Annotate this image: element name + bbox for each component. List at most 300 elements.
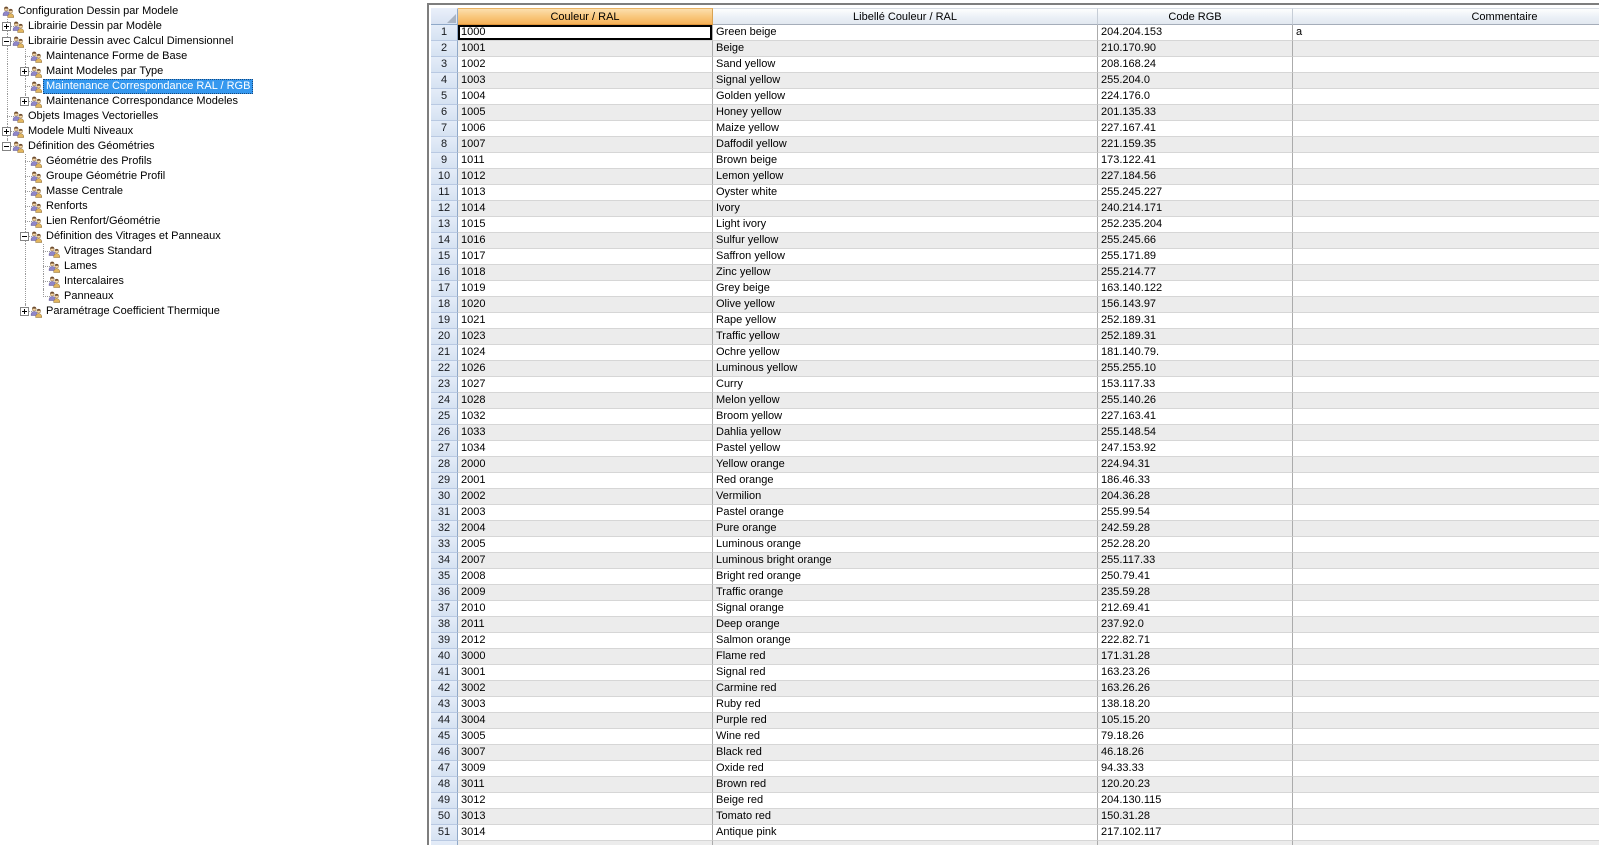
row-number-cell[interactable]: 23: [431, 377, 458, 393]
row-number-cell[interactable]: 43: [431, 697, 458, 713]
cell-couleur-ral[interactable]: 3007: [458, 745, 713, 761]
cell-commentaire[interactable]: [1293, 761, 1599, 777]
cell-code-rgb[interactable]: 224.176.0: [1098, 89, 1293, 105]
cell-commentaire[interactable]: [1293, 105, 1599, 121]
row-number-cell[interactable]: 36: [431, 585, 458, 601]
cell-couleur-ral[interactable]: 1027: [458, 377, 713, 393]
cell-couleur-ral[interactable]: 1011: [458, 153, 713, 169]
cell-couleur-ral[interactable]: 1033: [458, 425, 713, 441]
cell-libelle[interactable]: Curry: [713, 377, 1098, 393]
column-header-libelle[interactable]: Libellé Couleur / RAL: [713, 8, 1098, 25]
cell-couleur-ral[interactable]: 1012: [458, 169, 713, 185]
cell-commentaire[interactable]: [1293, 681, 1599, 697]
row-number-cell[interactable]: 48: [431, 777, 458, 793]
tree-item[interactable]: [0, 79, 427, 94]
cell-libelle[interactable]: Signal orange: [713, 601, 1098, 617]
cell-couleur-ral[interactable]: 1013: [458, 185, 713, 201]
tree-item[interactable]: [0, 169, 427, 184]
cell-libelle[interactable]: Pure orange: [713, 521, 1098, 537]
header-row: [431, 8, 1599, 25]
row-number-cell[interactable]: 5: [431, 89, 458, 105]
cell-libelle[interactable]: Pastel yellow: [713, 441, 1098, 457]
cell-couleur-ral[interactable]: 2002: [458, 489, 713, 505]
cell-libelle[interactable]: Signal red: [713, 665, 1098, 681]
row-number-cell[interactable]: 12: [431, 201, 458, 217]
tree-item[interactable]: [0, 34, 427, 49]
cell-libelle[interactable]: Daffodil yellow: [713, 137, 1098, 153]
cell-code-rgb[interactable]: 255.171.89: [1098, 249, 1293, 265]
row-number-cell[interactable]: 38: [431, 617, 458, 633]
cell-couleur-ral[interactable]: 2000: [458, 457, 713, 473]
tree-item[interactable]: [0, 259, 427, 274]
cell-code-rgb[interactable]: 252.189.31: [1098, 313, 1293, 329]
cell-code-rgb[interactable]: 252.189.31: [1098, 329, 1293, 345]
cell-code-rgb[interactable]: 204.204.153: [1098, 25, 1293, 41]
row-number-cell[interactable]: 8: [431, 137, 458, 153]
cell-code-rgb[interactable]: 255.204.0: [1098, 73, 1293, 89]
tree-item-label: Maint Modeles par Type: [46, 65, 164, 77]
tree-item[interactable]: [0, 94, 427, 109]
cell-commentaire[interactable]: [1293, 217, 1599, 233]
row-number-cell[interactable]: 39: [431, 633, 458, 649]
cell-commentaire[interactable]: [1293, 409, 1599, 425]
cell-libelle[interactable]: Brown beige: [713, 153, 1098, 169]
cell-couleur-ral[interactable]: 1021: [458, 313, 713, 329]
cell-code-rgb[interactable]: 153.117.33: [1098, 377, 1293, 393]
cell-code-rgb[interactable]: 252.28.20: [1098, 537, 1293, 553]
cell-libelle[interactable]: Sulfur yellow: [713, 233, 1098, 249]
cell-couleur-ral[interactable]: 1007: [458, 137, 713, 153]
cell-commentaire[interactable]: [1293, 457, 1599, 473]
cell-commentaire[interactable]: [1293, 841, 1599, 845]
tree-item[interactable]: [0, 139, 427, 154]
cell-libelle[interactable]: Bright red orange: [713, 569, 1098, 585]
cell-libelle[interactable]: Luminous orange: [713, 537, 1098, 553]
cell-code-rgb[interactable]: 208.168.24: [1098, 57, 1293, 73]
cell-code-rgb[interactable]: 105.15.20: [1098, 713, 1293, 729]
cell-commentaire[interactable]: [1293, 809, 1599, 825]
cell-code-rgb[interactable]: 250.79.41: [1098, 569, 1293, 585]
tree-item[interactable]: [0, 19, 427, 34]
cell-libelle[interactable]: Oyster white: [713, 185, 1098, 201]
cell-code-rgb[interactable]: 94.33.33: [1098, 761, 1293, 777]
cell-commentaire[interactable]: [1293, 297, 1599, 313]
cell-couleur-ral[interactable]: 3011: [458, 777, 713, 793]
cell-commentaire[interactable]: [1293, 697, 1599, 713]
cell-code-rgb[interactable]: 255.214.77: [1098, 265, 1293, 281]
tree-item[interactable]: [0, 199, 427, 214]
cell-commentaire[interactable]: [1293, 537, 1599, 553]
row-number-cell[interactable]: 49: [431, 793, 458, 809]
cell-couleur-ral[interactable]: 1001: [458, 41, 713, 57]
cell-code-rgb[interactable]: 163.26.26: [1098, 681, 1293, 697]
cell-code-rgb[interactable]: 212.69.41: [1098, 601, 1293, 617]
cell-couleur-ral[interactable]: [458, 841, 713, 845]
tree-item[interactable]: [0, 289, 427, 304]
row-number-cell[interactable]: 50: [431, 809, 458, 825]
expand-plus-icon[interactable]: [2, 127, 11, 136]
cell-code-rgb[interactable]: 204.36.28: [1098, 489, 1293, 505]
row-number-cell[interactable]: 1: [431, 25, 458, 41]
cell-code-rgb[interactable]: 221.159.35: [1098, 137, 1293, 153]
expand-plus-icon[interactable]: [20, 307, 29, 316]
cell-code-rgb[interactable]: 186.46.33: [1098, 473, 1293, 489]
cell-libelle[interactable]: Brown red: [713, 777, 1098, 793]
cell-libelle[interactable]: Beige red: [713, 793, 1098, 809]
cell-libelle[interactable]: Honey yellow: [713, 105, 1098, 121]
row-number-cell[interactable]: 44: [431, 713, 458, 729]
cell-couleur-ral[interactable]: 3003: [458, 697, 713, 713]
row-number-cell[interactable]: 32: [431, 521, 458, 537]
cell-commentaire[interactable]: [1293, 521, 1599, 537]
row-number-cell[interactable]: 35: [431, 569, 458, 585]
cell-couleur-ral[interactable]: 2005: [458, 537, 713, 553]
cell-code-rgb[interactable]: 204.130.115: [1098, 793, 1293, 809]
tree-item[interactable]: [0, 244, 427, 259]
cell-libelle[interactable]: Signal yellow: [713, 73, 1098, 89]
cell-couleur-ral[interactable]: 1024: [458, 345, 713, 361]
cell-libelle[interactable]: Luminous bright orange: [713, 553, 1098, 569]
cell-commentaire[interactable]: [1293, 473, 1599, 489]
expand-plus-icon[interactable]: [2, 22, 11, 31]
cell-commentaire[interactable]: [1293, 41, 1599, 57]
cell-commentaire[interactable]: [1293, 585, 1599, 601]
tree-item[interactable]: [0, 4, 427, 19]
cell-libelle[interactable]: Broom yellow: [713, 409, 1098, 425]
cell-libelle[interactable]: Flame red: [713, 649, 1098, 665]
cell-libelle[interactable]: Antique pink: [713, 825, 1098, 841]
cell-couleur-ral[interactable]: 3005: [458, 729, 713, 745]
tree-item[interactable]: [0, 274, 427, 289]
cell-commentaire[interactable]: [1293, 505, 1599, 521]
row-number-cell[interactable]: 10: [431, 169, 458, 185]
cell-couleur-ral[interactable]: 1020: [458, 297, 713, 313]
cell-commentaire[interactable]: [1293, 377, 1599, 393]
cell-couleur-ral[interactable]: 1000: [458, 25, 713, 41]
expand-plus-icon[interactable]: [20, 67, 29, 76]
cell-couleur-ral[interactable]: 1005: [458, 105, 713, 121]
cell-commentaire[interactable]: [1293, 617, 1599, 633]
row-number-cell[interactable]: 37: [431, 601, 458, 617]
cell-libelle[interactable]: Purple red: [713, 713, 1098, 729]
cell-couleur-ral[interactable]: 2008: [458, 569, 713, 585]
cell-libelle[interactable]: Yellow orange: [713, 457, 1098, 473]
row-number-cell[interactable]: 45: [431, 729, 458, 745]
cell-libelle[interactable]: Ruby red: [713, 697, 1098, 713]
cell-couleur-ral[interactable]: 1006: [458, 121, 713, 137]
cell-couleur-ral[interactable]: 3000: [458, 649, 713, 665]
cell-code-rgb[interactable]: 150.31.28: [1098, 809, 1293, 825]
cell-code-rgb[interactable]: 46.18.26: [1098, 745, 1293, 761]
cell-couleur-ral[interactable]: 1002: [458, 57, 713, 73]
cell-commentaire[interactable]: [1293, 793, 1599, 809]
cell-couleur-ral[interactable]: 1015: [458, 217, 713, 233]
tree-item[interactable]: [0, 49, 427, 64]
cell-commentaire[interactable]: [1293, 713, 1599, 729]
select-all-corner[interactable]: [431, 8, 458, 25]
table-row: [431, 217, 1599, 233]
row-number-cell[interactable]: 6: [431, 105, 458, 121]
tree-item[interactable]: [0, 214, 427, 229]
row-number-cell[interactable]: 34: [431, 553, 458, 569]
cell-libelle[interactable]: Ivory: [713, 201, 1098, 217]
cell-libelle[interactable]: Vermilion: [713, 489, 1098, 505]
row-number-cell[interactable]: 19: [431, 313, 458, 329]
cell-code-rgb[interactable]: 227.163.41: [1098, 409, 1293, 425]
cell-code-rgb[interactable]: 156.143.97: [1098, 297, 1293, 313]
cell-couleur-ral[interactable]: 2010: [458, 601, 713, 617]
cell-couleur-ral[interactable]: 3002: [458, 681, 713, 697]
cell-commentaire[interactable]: [1293, 137, 1599, 153]
cell-couleur-ral[interactable]: 3004: [458, 713, 713, 729]
cell-commentaire[interactable]: [1293, 121, 1599, 137]
row-number-cell[interactable]: 11: [431, 185, 458, 201]
cell-couleur-ral[interactable]: 1018: [458, 265, 713, 281]
cell-libelle[interactable]: Lemon yellow: [713, 169, 1098, 185]
cell-commentaire[interactable]: [1293, 89, 1599, 105]
cell-code-rgb[interactable]: 222.82.71: [1098, 633, 1293, 649]
cell-couleur-ral[interactable]: 3009: [458, 761, 713, 777]
cell-code-rgb[interactable]: 173.122.41: [1098, 153, 1293, 169]
cell-code-rgb[interactable]: 181.140.79.: [1098, 345, 1293, 361]
cell-commentaire[interactable]: [1293, 649, 1599, 665]
tree-item[interactable]: [0, 154, 427, 169]
row-number-cell[interactable]: 30: [431, 489, 458, 505]
cell-libelle[interactable]: Tomato red: [713, 809, 1098, 825]
cell-couleur-ral[interactable]: 1026: [458, 361, 713, 377]
cell-couleur-ral[interactable]: 2009: [458, 585, 713, 601]
cell-libelle[interactable]: Deep orange: [713, 617, 1098, 633]
row-number-cell[interactable]: 21: [431, 345, 458, 361]
cell-commentaire[interactable]: [1293, 153, 1599, 169]
cell-commentaire[interactable]: [1293, 601, 1599, 617]
row-number-cell[interactable]: 15: [431, 249, 458, 265]
cell-libelle[interactable]: Olive yellow: [713, 297, 1098, 313]
cell-libelle[interactable]: Black red: [713, 745, 1098, 761]
cell-couleur-ral[interactable]: 1004: [458, 89, 713, 105]
column-header-couleur-ral[interactable]: Couleur / RAL: [458, 8, 713, 25]
cell-code-rgb[interactable]: 227.167.41: [1098, 121, 1293, 137]
row-number-cell[interactable]: 29: [431, 473, 458, 489]
cell-libelle[interactable]: Luminous yellow: [713, 361, 1098, 377]
cell-commentaire[interactable]: [1293, 569, 1599, 585]
row-number-cell[interactable]: 28: [431, 457, 458, 473]
cell-couleur-ral[interactable]: 3012: [458, 793, 713, 809]
cell-couleur-ral[interactable]: 1016: [458, 233, 713, 249]
cell-couleur-ral[interactable]: 1019: [458, 281, 713, 297]
cell-code-rgb[interactable]: 224.94.31: [1098, 457, 1293, 473]
cell-libelle[interactable]: Wine red: [713, 729, 1098, 745]
cell-code-rgb[interactable]: 242.59.28: [1098, 521, 1293, 537]
users-icon: [30, 156, 43, 168]
cell-code-rgb[interactable]: 255.140.26: [1098, 393, 1293, 409]
row-number-cell[interactable]: 47: [431, 761, 458, 777]
cell-couleur-ral[interactable]: 2011: [458, 617, 713, 633]
row-number-cell[interactable]: 31: [431, 505, 458, 521]
collapse-minus-icon[interactable]: [2, 142, 11, 151]
cell-commentaire[interactable]: [1293, 57, 1599, 73]
cell-commentaire[interactable]: [1293, 745, 1599, 761]
tree-item[interactable]: [0, 109, 427, 124]
column-header-commentaire[interactable]: Commentaire: [1293, 8, 1599, 25]
row-number-cell[interactable]: 22: [431, 361, 458, 377]
cell-code-rgb[interactable]: [1098, 841, 1293, 845]
cell-code-rgb[interactable]: 255.117.33: [1098, 553, 1293, 569]
cell-code-rgb[interactable]: 171.31.28: [1098, 649, 1293, 665]
cell-code-rgb[interactable]: 255.99.54: [1098, 505, 1293, 521]
cell-commentaire[interactable]: [1293, 361, 1599, 377]
row-number-cell[interactable]: 13: [431, 217, 458, 233]
cell-commentaire[interactable]: [1293, 729, 1599, 745]
row-number-cell[interactable]: 9: [431, 153, 458, 169]
cell-libelle[interactable]: Maize yellow: [713, 121, 1098, 137]
cell-commentaire[interactable]: [1293, 393, 1599, 409]
tree-item[interactable]: [0, 64, 427, 79]
cell-libelle[interactable]: Light ivory: [713, 217, 1098, 233]
collapse-minus-icon[interactable]: [2, 37, 11, 46]
cell-commentaire[interactable]: [1293, 489, 1599, 505]
cell-code-rgb[interactable]: 255.255.10: [1098, 361, 1293, 377]
cell-libelle[interactable]: Green beige: [713, 25, 1098, 41]
row-number-cell[interactable]: 33: [431, 537, 458, 553]
cell-commentaire[interactable]: [1293, 345, 1599, 361]
cell-code-rgb[interactable]: 120.20.23: [1098, 777, 1293, 793]
cell-commentaire[interactable]: [1293, 185, 1599, 201]
cell-libelle[interactable]: Golden yellow: [713, 89, 1098, 105]
row-number-cell[interactable]: 46: [431, 745, 458, 761]
cell-code-rgb[interactable]: 237.92.0: [1098, 617, 1293, 633]
tree-item[interactable]: [0, 184, 427, 199]
cell-couleur-ral[interactable]: 1032: [458, 409, 713, 425]
row-number-cell[interactable]: 7: [431, 121, 458, 137]
cell-couleur-ral[interactable]: 1003: [458, 73, 713, 89]
cell-commentaire[interactable]: [1293, 441, 1599, 457]
cell-commentaire[interactable]: [1293, 265, 1599, 281]
row-number-cell[interactable]: 2: [431, 41, 458, 57]
cell-commentaire[interactable]: [1293, 249, 1599, 265]
row-number-cell[interactable]: 42: [431, 681, 458, 697]
table-row: [431, 601, 1599, 617]
cell-code-rgb[interactable]: 138.18.20: [1098, 697, 1293, 713]
cell-commentaire[interactable]: [1293, 425, 1599, 441]
row-number-cell[interactable]: 16: [431, 265, 458, 281]
cell-couleur-ral[interactable]: 1028: [458, 393, 713, 409]
tree-item[interactable]: [0, 124, 427, 139]
cell-commentaire[interactable]: [1293, 169, 1599, 185]
cell-code-rgb[interactable]: 227.184.56: [1098, 169, 1293, 185]
row-number-cell[interactable]: 24: [431, 393, 458, 409]
cell-couleur-ral[interactable]: 1014: [458, 201, 713, 217]
cell-commentaire[interactable]: [1293, 825, 1599, 841]
cell-libelle[interactable]: Traffic yellow: [713, 329, 1098, 345]
cell-commentaire[interactable]: [1293, 281, 1599, 297]
cell-libelle[interactable]: Traffic orange: [713, 585, 1098, 601]
cell-libelle[interactable]: Sand yellow: [713, 57, 1098, 73]
cell-commentaire[interactable]: a: [1293, 25, 1599, 41]
cell-couleur-ral[interactable]: 2007: [458, 553, 713, 569]
cell-commentaire[interactable]: [1293, 777, 1599, 793]
cell-code-rgb[interactable]: 217.102.117: [1098, 825, 1293, 841]
cell-libelle[interactable]: [713, 841, 1098, 845]
collapse-minus-icon[interactable]: [20, 232, 29, 241]
cell-libelle[interactable]: Red orange: [713, 473, 1098, 489]
cell-libelle[interactable]: Saffron yellow: [713, 249, 1098, 265]
cell-couleur-ral[interactable]: 1023: [458, 329, 713, 345]
cell-libelle[interactable]: Dahlia yellow: [713, 425, 1098, 441]
tree-item[interactable]: [0, 304, 427, 319]
cell-code-rgb[interactable]: 240.214.171: [1098, 201, 1293, 217]
row-number-cell[interactable]: 25: [431, 409, 458, 425]
row-number-cell[interactable]: 41: [431, 665, 458, 681]
cell-code-rgb[interactable]: 255.245.66: [1098, 233, 1293, 249]
cell-commentaire[interactable]: [1293, 329, 1599, 345]
row-number-cell[interactable]: 40: [431, 649, 458, 665]
cell-code-rgb[interactable]: 247.153.92: [1098, 441, 1293, 457]
row-number-cell[interactable]: 17: [431, 281, 458, 297]
cell-commentaire[interactable]: [1293, 665, 1599, 681]
column-header-code-rgb[interactable]: Code RGB: [1098, 8, 1293, 25]
cell-code-rgb[interactable]: 163.140.122: [1098, 281, 1293, 297]
cell-couleur-ral[interactable]: 2004: [458, 521, 713, 537]
cell-code-rgb[interactable]: 235.59.28: [1098, 585, 1293, 601]
cell-commentaire[interactable]: [1293, 313, 1599, 329]
cell-commentaire[interactable]: [1293, 553, 1599, 569]
cell-couleur-ral[interactable]: 1034: [458, 441, 713, 457]
cell-libelle[interactable]: Oxide red: [713, 761, 1098, 777]
cell-libelle[interactable]: Carmine red: [713, 681, 1098, 697]
cell-libelle[interactable]: Grey beige: [713, 281, 1098, 297]
row-number-cell[interactable]: 51: [431, 825, 458, 841]
cell-code-rgb[interactable]: 201.135.33: [1098, 105, 1293, 121]
cell-commentaire[interactable]: [1293, 201, 1599, 217]
cell-commentaire[interactable]: [1293, 633, 1599, 649]
cell-libelle[interactable]: Pastel orange: [713, 505, 1098, 521]
cell-code-rgb[interactable]: 210.170.90: [1098, 41, 1293, 57]
table-row: [431, 505, 1599, 521]
row-number-cell[interactable]: [431, 841, 458, 845]
cell-code-rgb[interactable]: 255.148.54: [1098, 425, 1293, 441]
cell-libelle[interactable]: Beige: [713, 41, 1098, 57]
cell-couleur-ral[interactable]: 2003: [458, 505, 713, 521]
cell-couleur-ral[interactable]: 3001: [458, 665, 713, 681]
cell-couleur-ral[interactable]: 1017: [458, 249, 713, 265]
cell-couleur-ral[interactable]: 3013: [458, 809, 713, 825]
cell-code-rgb[interactable]: 252.235.204: [1098, 217, 1293, 233]
tree-item[interactable]: [0, 229, 427, 244]
cell-libelle[interactable]: Zinc yellow: [713, 265, 1098, 281]
row-number-cell[interactable]: 26: [431, 425, 458, 441]
row-number-cell[interactable]: 18: [431, 297, 458, 313]
row-number-cell[interactable]: 4: [431, 73, 458, 89]
row-number-cell[interactable]: 20: [431, 329, 458, 345]
cell-libelle[interactable]: Ochre yellow: [713, 345, 1098, 361]
cell-couleur-ral[interactable]: 2001: [458, 473, 713, 489]
cell-couleur-ral[interactable]: 2012: [458, 633, 713, 649]
cell-commentaire[interactable]: [1293, 233, 1599, 249]
row-number-cell[interactable]: 27: [431, 441, 458, 457]
expand-plus-icon[interactable]: [20, 97, 29, 106]
cell-code-rgb[interactable]: 79.18.26: [1098, 729, 1293, 745]
cell-libelle[interactable]: Salmon orange: [713, 633, 1098, 649]
cell-libelle[interactable]: Rape yellow: [713, 313, 1098, 329]
cell-libelle[interactable]: Melon yellow: [713, 393, 1098, 409]
cell-couleur-ral[interactable]: 3014: [458, 825, 713, 841]
cell-code-rgb[interactable]: 163.23.26: [1098, 665, 1293, 681]
row-number-cell[interactable]: 14: [431, 233, 458, 249]
cell-commentaire[interactable]: [1293, 73, 1599, 89]
row-number-cell[interactable]: 3: [431, 57, 458, 73]
cell-code-rgb[interactable]: 255.245.227: [1098, 185, 1293, 201]
